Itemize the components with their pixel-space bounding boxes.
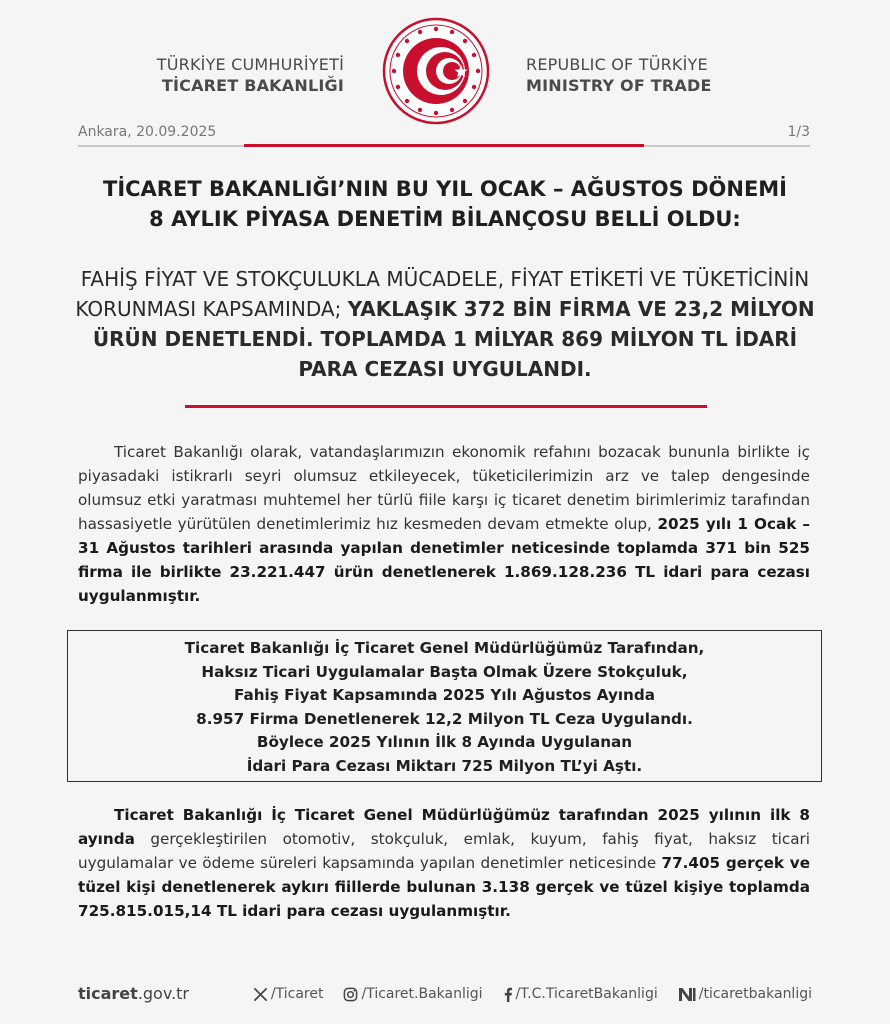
para2-bold-2: 77.405 gerçek ve tüzel kişi denetlenerek aykırı fiillerde bulunan 3.138 gerçek ve tüzel kişiye toplamda 725.815.015,14 TL idari para cezası uygulanmıştır.	[78, 854, 810, 920]
press-release-subtitle	[60, 264, 830, 384]
ministry-name-tr: TİCARET BAKANLIĞI	[161, 76, 344, 95]
title-line-1: TİCARET BAKANLIĞI’NIN BU YIL OCAK – AĞUSTOS DÖNEMİ	[103, 177, 787, 201]
social-links	[253, 986, 812, 1002]
letterhead	[0, 16, 890, 126]
highlight-line-6: İdari Para Cezası Miktarı 725 Milyon TL’yi Aştı.	[246, 756, 643, 775]
social-link-instagram[interactable]	[343, 986, 482, 1002]
para1-bold: 2025 yılı 1 Ocak – 31 Ağustos tarihleri arasında yapılan denetimler neticesinde toplamda 371 bin 525 firma ile birlikte 23.221.447 ürün denetlenerek 1.869.128.236 TL idari para cezası uygulanmıştır.	[78, 515, 810, 605]
website-link[interactable]	[78, 984, 189, 1003]
social-handle-facebook: /T.C.TicaretBakanligi	[515, 986, 658, 1002]
social-handle-x: /Ticaret	[270, 986, 324, 1002]
meta-line	[78, 124, 810, 150]
title-line-2: 8 AYLIK PİYASA DENETİM BİLANÇOSU BELLİ OLDU:	[149, 207, 741, 231]
nsosyal-icon	[678, 987, 696, 1002]
highlight-line-5: Böylece 2025 Yılının İlk 8 Ayında Uygulanan	[256, 733, 633, 751]
social-link-facebook[interactable]	[503, 986, 658, 1002]
letterhead-right	[526, 54, 712, 96]
para1-normal: Ticaret Bakanlığı olarak, vatandaşlarımızın ekonomik refahını bozacak bununla birlikte iç piyasadaki istikrarlı seyri olumsuz etkileyecek, tüketicilerimizin arz ve talep dengesinde olumsuz etki yaratması muhtemel her türlü fiile karşı iç ticaret denetim birimlerimiz tarafından hassasiyetle yürütülen denetimlerimiz hız kesmeden devam etmekte olup,	[78, 443, 810, 533]
ministry-seal-icon	[381, 16, 491, 126]
letterhead-left	[157, 54, 344, 96]
meta-divider-accent	[244, 144, 644, 147]
body-paragraph-1	[78, 440, 810, 608]
page-number: 1/3	[787, 124, 810, 140]
document-date: Ankara, 20.09.2025	[78, 124, 217, 140]
footer	[78, 986, 812, 1010]
highlight-line-2: Haksız Ticari Uygulamalar Başta Olmak Üzere Stokçuluk,	[201, 662, 688, 681]
social-link-x[interactable]	[253, 986, 324, 1002]
country-name-en: REPUBLIC OF TÜRKİYE	[526, 55, 708, 74]
highlight-line-3: Fahiş Fiyat Kapsamında 2025 Yılı Ağustos Ayında	[234, 686, 655, 704]
highlight-line-1: Ticaret Bakanlığı İç Ticaret Genel Müdürlüğümüz Tarafından,	[184, 639, 705, 657]
para2-bold-1: Ticaret Bakanlığı İç Ticaret Genel Müdürlüğümüz tarafından 2025 yılının ilk 8 ayında	[78, 806, 810, 848]
title-divider	[185, 405, 707, 408]
para2-normal-1: gerçekleştirilen otomotiv, stokçuluk, emlak, kuyum, fahiş fiyat, haksız ticari uygulamalar ve ödeme süreleri kapsamında yapılan denetimler neticesinde	[78, 830, 810, 872]
instagram-icon	[343, 987, 358, 1002]
body-paragraph-2	[78, 803, 810, 923]
subtitle-bold: YAKLAŞIK 372 BİN FİRMA VE 23,2 MİLYON ÜRÜN DENETLENDİ. TOPLAMDA 1 MİLYAR 869 MİLYON TL İDARİ PARA CEZASI UYGULANDI.	[92, 297, 815, 381]
press-release-title	[40, 174, 850, 234]
x-icon	[253, 987, 268, 1002]
social-handle-nsosyal: /ticaretbakanligi	[698, 986, 812, 1002]
highlight-line-4: 8.957 Firma Denetlenerek 12,2 Milyon TL Ceza Uygulandı.	[196, 709, 693, 728]
facebook-icon	[503, 987, 513, 1002]
country-name-tr: TÜRKİYE CUMHURİYETİ	[156, 55, 344, 74]
highlight-box	[67, 630, 822, 782]
website-rest: .gov.tr	[137, 984, 190, 1003]
social-link-nsosyal[interactable]	[678, 986, 812, 1002]
ministry-name-en: MINISTRY OF TRADE	[526, 76, 712, 95]
website-bold: ticaret	[78, 984, 138, 1003]
subtitle-normal: FAHİŞ FİYAT VE STOKÇULUKLA MÜCADELE, FİYAT ETİKETİ VE TÜKETİCİNİN KORUNMASI KAPSAMINDA;	[75, 267, 810, 321]
social-handle-instagram: /Ticaret.Bakanligi	[361, 986, 483, 1002]
